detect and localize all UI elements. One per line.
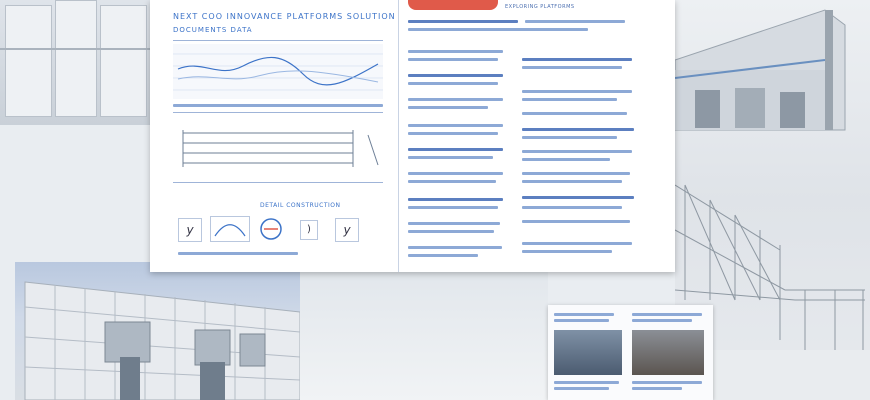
building-photo-bottom-left — [15, 262, 300, 400]
column-divider — [398, 0, 399, 272]
bracket-icon: ) — [300, 220, 318, 240]
brochure-photo-left — [554, 330, 622, 375]
curve-icon — [210, 216, 250, 242]
brochure-photo-right — [632, 330, 704, 375]
right-column-header: EXPLORING PLATFORMS — [505, 4, 575, 10]
document-subtitle: DOCUMENTS DATA — [173, 26, 253, 34]
background-ground — [300, 272, 548, 400]
section-title: DETAIL CONSTRUCTION — [260, 202, 341, 209]
document-page — [150, 0, 675, 272]
y-glyph-icon: y — [335, 218, 359, 242]
y-glyph-icon: y — [178, 218, 202, 242]
document-title: NEXT COO INNOVANCE PLATFORMS SOLUTION — [173, 12, 396, 21]
brochure-page — [548, 305, 713, 400]
section-drawing — [173, 125, 383, 175]
circle-diagram-icon — [258, 216, 284, 242]
building-photo-top-left — [0, 0, 150, 125]
wave-chart — [173, 44, 383, 99]
header-highlight — [408, 0, 498, 10]
